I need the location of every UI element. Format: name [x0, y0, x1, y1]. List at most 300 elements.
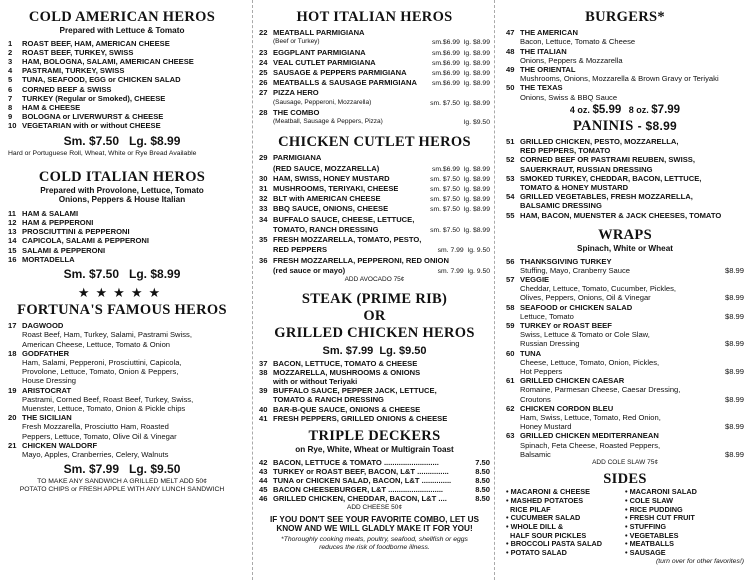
- wrap-desc-text: Honey Mustard: [520, 422, 572, 432]
- menu-item: [259, 485, 490, 494]
- hot-italian-list: [259, 28, 490, 127]
- item-number: 63: [506, 431, 515, 441]
- menu-item: [8, 57, 236, 66]
- item-left: [259, 184, 398, 194]
- burger-description: Onions, Peppers & Mozzarella: [520, 55, 623, 65]
- item-text: ROAST BEEF, HAM, AMERICAN CHEESE: [22, 38, 170, 48]
- item-name: GODFATHER: [22, 348, 70, 358]
- wrap-desc-text: Hot Peppers: [520, 366, 563, 376]
- column-right: [500, 0, 750, 580]
- wrap-desc-text: Ham, Swiss, Lettuce, Tomato, Red Onion,: [520, 412, 661, 422]
- item-text: VEAL CUTLET PARMIGIANA: [273, 57, 376, 67]
- price-large: lg. $8.99: [463, 175, 490, 183]
- item-text: BALSAMIC DRESSING: [520, 201, 602, 211]
- item-number: 36: [259, 255, 268, 265]
- melt-note: TO MAKE ANY SANDWICH A GRILLED MELT ADD 50¢: [37, 478, 207, 486]
- cold-american-subtitle: Prepared with Lettuce & Tomato: [59, 26, 185, 36]
- menu-item: [506, 201, 744, 210]
- turnover-note: (turn over for other favorites!): [655, 557, 744, 565]
- price-large: lg. $8.99: [463, 186, 490, 194]
- item-number: 27: [259, 88, 268, 98]
- item-prices: [428, 204, 490, 214]
- item-number: 20: [8, 413, 17, 423]
- side-item: • STUFFING: [625, 522, 667, 532]
- side-item: RICE PILAF: [506, 504, 551, 514]
- wrap-description: [506, 339, 744, 348]
- sides-title: SIDES: [603, 471, 647, 487]
- burger-4oz-price: $5.99: [592, 103, 622, 116]
- item-text: RED PEPPERS: [273, 245, 328, 255]
- wrap-description: [506, 450, 744, 459]
- menu-item: [506, 183, 744, 192]
- item-text: PIZZA HERO: [273, 88, 319, 98]
- item-number: 38: [259, 367, 268, 377]
- price-small: sm.$6.99: [431, 39, 460, 47]
- steak-or: OR: [363, 308, 386, 325]
- side-item: • MASHED POTATOES: [506, 495, 584, 505]
- burger-description: Onions, Swiss & BBQ Sauce: [520, 92, 618, 102]
- item-number: 37: [259, 358, 268, 368]
- menu-item: [8, 48, 236, 57]
- price-large: lg. $8.99: [463, 226, 490, 234]
- item-left: [259, 48, 366, 58]
- item-number: 12: [8, 217, 17, 227]
- item-price: 7.50: [475, 457, 490, 467]
- wraps-subtitle: Spinach, White or Wheat: [577, 244, 673, 254]
- item-number: 45: [259, 485, 268, 495]
- item-number: 30: [259, 173, 268, 183]
- item-text: MEATBALLS & SAUSAGE PARMIGIANA: [273, 78, 417, 88]
- item-number: 21: [8, 440, 17, 450]
- price-small: sm. $7.50: [430, 99, 460, 107]
- item-prices: [428, 184, 490, 194]
- menu-item: [259, 225, 490, 235]
- item-number: 42: [259, 457, 268, 467]
- menu-item: [259, 467, 490, 476]
- bread-note: Hard or Portuguese Roll, Wheat, White or Rye Bread Available: [8, 149, 197, 157]
- item-name: VEGGIE: [520, 274, 550, 284]
- item-left: [259, 494, 447, 503]
- item-left: [259, 467, 449, 476]
- item-text: BACON, LETTUCE, TOMATO & CHEESE: [273, 358, 418, 368]
- item-left: [259, 476, 451, 485]
- wrap-price: $8.99: [724, 265, 744, 275]
- item-number: 19: [8, 385, 17, 395]
- famous-item-name: [8, 413, 236, 422]
- item-number: 35: [259, 235, 268, 245]
- burger-name: [506, 83, 744, 92]
- menu-item: [259, 494, 490, 503]
- combo-note-2: KNOW AND WE WILL GLADLY MAKE IT FOR YOU!: [276, 524, 473, 534]
- menu-item: [8, 236, 236, 245]
- menu-item: [259, 28, 490, 37]
- item-name: ARISTOCRAT: [22, 385, 72, 395]
- item-prices: [484, 235, 490, 245]
- menu-item: [259, 476, 490, 485]
- item-text: BACON CHEESEBURGER, L&T ..........................: [273, 485, 444, 495]
- menu-item: [8, 103, 236, 112]
- menu-item: [259, 88, 490, 97]
- item-text: ROAST BEEF, TURKEY, SWISS: [22, 47, 134, 57]
- item-text: TOMATO, RANCH DRESSING: [273, 224, 379, 234]
- sides-list: [506, 488, 744, 558]
- wrap-price: $8.99: [724, 293, 744, 303]
- menu-item: [8, 66, 236, 75]
- side-item: • POTATO SALAD: [506, 548, 567, 558]
- item-left: [259, 78, 417, 88]
- item-prices: [428, 174, 490, 184]
- item-text: BLT with AMERICAN CHEESE: [273, 194, 381, 204]
- item-left: [259, 153, 321, 163]
- item-number: 50: [506, 83, 515, 93]
- burgers-title: BURGERS*: [585, 9, 665, 25]
- grilled-chicken-title: GRILLED CHICKEN HEROS: [274, 325, 475, 342]
- item-name: SEAFOOD or CHICKEN SALAD: [520, 302, 633, 312]
- item-price: 8.50: [475, 476, 490, 486]
- price-small: sm. $7.50: [430, 175, 460, 183]
- menu-item: [259, 359, 490, 368]
- menu-item-sub: [259, 117, 490, 127]
- item-text: HAM, SWISS, HONEY MUSTARD: [273, 173, 390, 183]
- item-number: 33: [259, 204, 268, 214]
- cutlet-list: [259, 153, 490, 275]
- item-left: [259, 58, 376, 68]
- item-name: GRILLED CHICKEN CAESAR: [520, 376, 625, 386]
- side-item: • MACARONI & CHEESE: [506, 487, 591, 497]
- wrap-description: [506, 330, 744, 339]
- wraps-list: [506, 257, 744, 459]
- item-description: American Cheese, Lettuce, Tomato & Onion: [22, 339, 171, 349]
- item-text: BAR-B-QUE SAUCE, ONIONS & CHEESE: [273, 404, 421, 414]
- burger-name: [506, 47, 744, 56]
- wrap-price: $8.99: [724, 422, 744, 432]
- item-prices: [484, 153, 490, 163]
- item-text: EGGPLANT PARMIGIANA: [273, 47, 366, 57]
- item-price: 8.50: [475, 485, 490, 495]
- item-number: 1: [8, 38, 13, 48]
- price-small: sm.$6.99: [431, 165, 460, 173]
- item-text: FRESH MOZZARELLA, TOMATO, PESTO,: [273, 235, 422, 245]
- combo-note-1: IF YOU DON'T SEE YOUR FAVORITE COMBO, LET US: [270, 514, 479, 524]
- item-number: 31: [259, 184, 268, 194]
- item-number: 52: [506, 155, 515, 165]
- wrap-description: [506, 284, 744, 293]
- item-number: 16: [8, 254, 17, 264]
- steak-title: STEAK (PRIME RIB): [301, 290, 448, 307]
- item-text: BUFFALO SAUCE, CHEESE, LETTUCE,: [273, 214, 415, 224]
- menu-item: [506, 146, 744, 155]
- wrap-description: [506, 413, 744, 422]
- item-text: HAM, BACON, MUENSTER & JACK CHEESES, TOMATO: [520, 210, 722, 220]
- menu-item: [259, 174, 490, 184]
- item-prices: [428, 194, 490, 204]
- wrap-desc-text: Swiss, Lettuce & Tomato or Cole Slaw,: [520, 330, 650, 340]
- price-small: sm.$6.99: [431, 59, 460, 67]
- menu-item: [259, 377, 490, 386]
- wrap-name: [506, 404, 744, 413]
- item-number: 51: [506, 137, 515, 147]
- side-item: • CUCUMBER SALAD: [506, 513, 581, 523]
- wrap-price: $8.99: [724, 449, 744, 459]
- menu-item: [259, 204, 490, 214]
- price-small: Sm. $7.99: [63, 462, 119, 477]
- menu-item: [8, 255, 236, 264]
- price-large: lg. $8.99: [463, 39, 490, 47]
- wrap-price: $8.99: [724, 311, 744, 321]
- menu-item: [259, 153, 490, 163]
- burgers-list: [506, 28, 744, 102]
- item-text: CAPICOLA, SALAMI & PEPPERONI: [22, 236, 149, 246]
- item-name: DAGWOOD: [22, 321, 64, 331]
- item-name: THE TEXAS: [520, 83, 563, 93]
- item-left: [259, 68, 407, 78]
- price-small: sm.$6.99: [431, 70, 460, 78]
- item-number: 58: [506, 302, 515, 312]
- menu-item: [8, 94, 236, 103]
- menu-item: [259, 78, 490, 88]
- steak-list: [259, 359, 490, 423]
- item-text: GRILLED CHICKEN, PESTO, MOZZARELLA,: [520, 137, 679, 147]
- side-item: • RICE PUDDING: [625, 504, 683, 514]
- wrap-desc-text: Olives, Peppers, Onions, Oil & Vinegar: [520, 293, 651, 303]
- price-large: lg. 9.50: [467, 267, 490, 275]
- sides-right-column: [625, 488, 744, 558]
- item-description: Pastrami, Corned Beef, Roast Beef, Turkey, Swiss,: [22, 394, 194, 404]
- menu-item: [506, 174, 744, 183]
- wrap-desc-text: Croutons: [520, 394, 551, 404]
- menu-item: [259, 266, 490, 276]
- burger-4oz-label: 4 oz.: [569, 104, 590, 115]
- item-left: [259, 225, 378, 235]
- menu-item: [8, 218, 236, 227]
- item-number: 6: [8, 84, 13, 94]
- item-price: 8.50: [475, 466, 490, 476]
- cutlet-title: CHICKEN CUTLET HEROS: [278, 134, 471, 151]
- famous-list: [8, 321, 236, 459]
- item-name: THE ITALIAN: [520, 46, 567, 56]
- wrap-name: [506, 349, 744, 358]
- menu-item-sub: [259, 37, 490, 47]
- item-text: (RED SAUCE, MOZZARELLA): [273, 163, 380, 173]
- column-left: [0, 0, 242, 580]
- paninis-title: [506, 119, 744, 134]
- item-left: [259, 194, 381, 204]
- item-price: 8.50: [475, 494, 490, 504]
- item-prices: [428, 98, 490, 108]
- price-small: sm. 7.99: [437, 247, 464, 255]
- famous-item-name: [8, 386, 236, 395]
- wrap-name: [506, 431, 744, 440]
- stars-divider: ★★★★★: [77, 284, 167, 300]
- item-number: 26: [259, 78, 268, 88]
- menu-item: [259, 245, 490, 255]
- side-item: HALF SOUR PICKLES: [506, 530, 587, 540]
- menu-item: [8, 121, 236, 130]
- price-small: sm. $7.50: [430, 196, 460, 204]
- paninis-title-text: PANINIS: [572, 117, 634, 134]
- side-item: • VEGETABLES: [625, 530, 679, 540]
- menu-item: [8, 39, 236, 48]
- item-number: 13: [8, 227, 17, 237]
- price-large: lg. 9.50: [467, 247, 490, 255]
- item-text: CORNED BEEF & SWISS: [22, 84, 112, 94]
- menu-item: [506, 137, 744, 146]
- burger-name: [506, 28, 744, 37]
- item-text: MUSHROOMS, TERIYAKI, CHEESE: [273, 184, 399, 194]
- famous-item-name: [8, 321, 236, 330]
- item-left: [259, 164, 379, 174]
- wrap-name: [506, 303, 744, 312]
- price-large: Lg. $9.50: [129, 462, 181, 477]
- menu-item: [259, 386, 490, 395]
- item-text: PROSCIUTTINI & PEPPERONI: [22, 227, 130, 237]
- wrap-description: [506, 358, 744, 367]
- item-name: TURKEY or ROAST BEEF: [520, 320, 612, 330]
- chips-note: POTATO CHIPS or FRESH APPLE WITH ANY LUNCH SANDWICH: [19, 486, 225, 494]
- burger-prices: [506, 104, 744, 116]
- item-text: PARMIGIANA: [273, 153, 322, 163]
- warning-2: reduces the risk of foodborne illness.: [319, 544, 430, 552]
- steak-price: [259, 345, 490, 357]
- item-number: 32: [259, 194, 268, 204]
- menu-item: [506, 211, 744, 220]
- item-description: Muenster, Lettuce, Tomato, Onion & Pickle chips: [22, 404, 186, 413]
- item-prices: [430, 78, 490, 88]
- item-prices: [436, 266, 490, 276]
- menu-item: [506, 165, 744, 174]
- item-prices: [484, 215, 490, 225]
- burger-name: [506, 65, 744, 74]
- item-text: CORNED BEEF OR PASTRAMI REUBEN, SWISS,: [520, 155, 695, 165]
- item-text: TURKEY or ROAST BEEF, BACON, L&T ...............: [273, 466, 449, 476]
- price-large: lg. $8.99: [463, 80, 490, 88]
- cold-american-price: [8, 134, 236, 148]
- price-large: lg. $8.99: [463, 206, 490, 214]
- price-large: lg. $8.99: [463, 70, 490, 78]
- price-large: lg. $9.50: [463, 119, 490, 127]
- item-number: 49: [506, 65, 515, 75]
- price-large: lg. $8.99: [463, 165, 490, 173]
- item-text: VEGETARIAN with or without CHEESE: [22, 121, 161, 131]
- item-number: 54: [506, 192, 515, 202]
- price-small: sm. $7.50: [430, 226, 460, 234]
- side-item: • SAUSAGE: [625, 548, 666, 558]
- price-large: lg. $8.99: [463, 99, 490, 107]
- add-cheese-note: ADD CHEESE 50¢: [347, 503, 402, 511]
- coleslaw-note: ADD COLE SLAW 75¢: [592, 459, 658, 466]
- price-small: sm.$6.99: [431, 49, 460, 57]
- triple-subtitle: on Rye, White, Wheat or Multigrain Toast: [295, 445, 454, 455]
- menu-item: [259, 58, 490, 68]
- price-small: sm. 7.99: [437, 267, 464, 275]
- triple-list: [259, 458, 490, 504]
- menu-item-sub: [259, 98, 490, 108]
- cold-american-list: [8, 39, 236, 131]
- wrap-desc-text: Stuffing, Mayo, Cranberry Sauce: [520, 265, 631, 275]
- price-large: Lg. $9.50: [379, 344, 427, 357]
- item-description: House Dressing: [22, 376, 77, 386]
- item-number: 59: [506, 320, 515, 330]
- item-number: 47: [506, 28, 515, 38]
- wrap-description: [506, 266, 744, 275]
- burger-8oz-label: 8 oz.: [628, 104, 649, 115]
- menu-item: [8, 85, 236, 94]
- item-description: Roast Beef, Ham, Turkey, Salami, Pastrami Swiss,: [22, 330, 192, 340]
- item-text: BOLOGNA or LIVERWURST & CHEESE: [22, 112, 164, 122]
- menu-item: [506, 192, 744, 201]
- menu-item: [259, 235, 490, 245]
- item-number: 3: [8, 57, 13, 67]
- burger-8oz-price: $7.99: [651, 103, 681, 116]
- menu-item: [8, 246, 236, 255]
- column-middle: [252, 0, 495, 580]
- menu-item: [259, 215, 490, 225]
- item-number: 22: [259, 28, 268, 38]
- item-description: Peppers, Lettuce, Tomato, Olive Oil & Vinegar: [22, 431, 177, 441]
- triple-title: TRIPLE DECKERS: [308, 427, 441, 444]
- item-number: 41: [259, 413, 268, 423]
- side-item: • WHOLE DILL &: [506, 522, 564, 532]
- cold-italian-title: COLD ITALIAN HEROS: [38, 168, 206, 185]
- wrap-description: [506, 385, 744, 394]
- item-description: Mayo, Apples, Cranberries, Celery, Walnuts: [22, 450, 169, 460]
- item-subtext: (Sausage, Pepperoni, Mozzarella): [273, 98, 372, 106]
- burger-description: Bacon, Lettuce, Tomato & Cheese: [520, 37, 636, 47]
- item-prices: [484, 256, 490, 266]
- paninis-list: [506, 137, 744, 220]
- burger-description: Mushrooms, Onions, Mozzarella & Brown Gravy or Teriyaki: [520, 74, 719, 84]
- price-small: Sm. $7.50: [63, 133, 119, 148]
- price-small: sm.$6.99: [431, 80, 460, 88]
- price-small: sm. $7.50: [430, 206, 460, 214]
- item-number: 17: [8, 321, 17, 331]
- item-description: Fresh Mozzarella, Prosciutto Ham, Roasted: [22, 422, 169, 432]
- menu-item: [259, 256, 490, 266]
- item-text: SALAMI & PEPPERONI: [22, 245, 106, 255]
- item-text: BUFFALO SAUCE, PEPPER JACK, LETTUCE,: [273, 386, 437, 396]
- item-text: HAM & SALAMI: [22, 208, 79, 218]
- item-text: TUNA or CHICKEN SALAD, BACON, L&T ..............: [273, 476, 452, 486]
- item-name: THANKSGIVING TURKEY: [520, 256, 612, 266]
- item-prices: [436, 245, 490, 255]
- price-small: Sm. $7.50: [63, 266, 119, 281]
- menu-item: [259, 108, 490, 117]
- item-number: 15: [8, 245, 17, 255]
- item-left: [259, 458, 439, 467]
- item-text: TUNA, SEAFOOD, EGG or CHICKEN SALAD: [22, 75, 181, 85]
- item-text: FRESH PEPPERS, GRILLED ONIONS & CHEESE: [273, 413, 448, 423]
- menu-item: [8, 227, 236, 236]
- wraps-title: WRAPS: [598, 226, 652, 243]
- hot-italian-title: HOT ITALIAN HEROS: [296, 9, 453, 25]
- paninis-price: - $8.99: [637, 118, 678, 133]
- side-item: • BROCCOLI PASTA SALAD: [506, 539, 603, 549]
- wrap-desc-text: Cheese, Lettuce, Tomato, Onion, Pickles,: [520, 357, 660, 367]
- item-text: THE COMBO: [273, 107, 320, 117]
- price-small: sm. $7.50: [430, 186, 460, 194]
- item-text: PASTRAMI, TURKEY, SWISS: [22, 66, 125, 76]
- item-number: 23: [259, 47, 268, 57]
- item-subtext: (Meatball, Sausage & Peppers, Pizza): [273, 118, 383, 126]
- menu-item: [259, 194, 490, 204]
- item-number: 39: [259, 386, 268, 396]
- wrap-desc-text: Spinach, Feta Cheese, Roasted Peppers,: [520, 440, 661, 450]
- item-number: 24: [259, 57, 268, 67]
- item-prices: [458, 117, 490, 127]
- wrap-name: [506, 321, 744, 330]
- avocado-note: ADD AVOCADO 75¢: [344, 275, 405, 283]
- wrap-description: [506, 395, 744, 404]
